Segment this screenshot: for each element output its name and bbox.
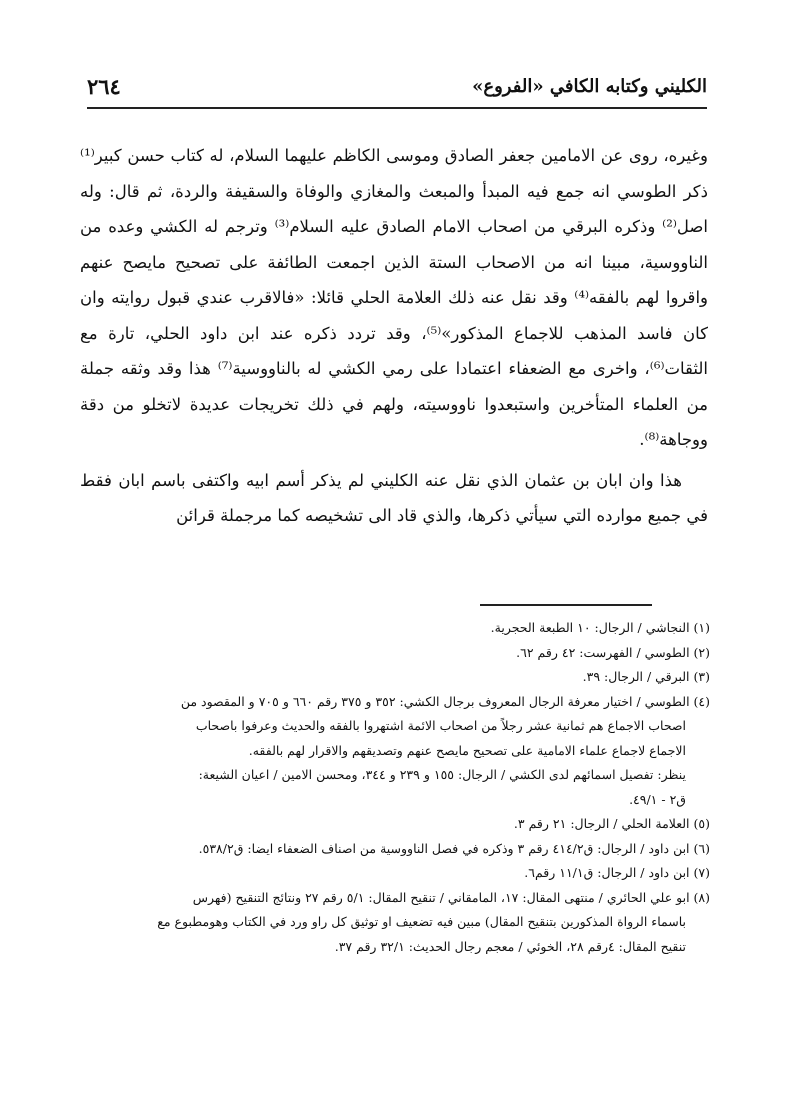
footnote-3: (٣) البرقي / الرجال: ٣٩. [582, 669, 710, 684]
footnote-5: (٥) العلامة الحلي / الرجال: ٢١ رقم ٣. [513, 816, 710, 831]
footnote-8-cont: تنقيح المقال: ٤رقم ٢٨، الخوئي / معجم رجال الحديث: ٣٢/١ رقم ٣٧. [334, 938, 686, 954]
footnote-4-cont: اصحاب الاجماع هم ثمانية عشر رجلاً من اصحاب الائمة اشتهروا بالفقه والحديث وعرفوا باصحاب [195, 718, 686, 733]
footnote-4: (٤) الطوسي / اختيار معرفة الرجال المعروف برجال الكشي: ٣٥٢ و ٣٧٥ رقم ٦٦٠ و ٧٠٥ و المقصود من [180, 693, 710, 709]
footnote-8: (٨) ابو علي الحائري / منتهى المقال: ١٧، المامقاني / تنقيح المقال: ٥/١ رقم ٢٧ ونتائج التنقيح (فهرس [192, 889, 710, 905]
footnotes [80, 616, 710, 959]
footnote-1: (١) النجاشي / الرجال: ١٠ الطبعة الحجرية. [490, 620, 710, 635]
footnote-4-ref: ينظر: تفصيل اسمائهم لدى الكشي / الرجال: ١٥٥ و ٢٣٩ و ٣٤٤، ومحسن الامين / اعيان الشيعة: [198, 767, 686, 782]
main-text [80, 138, 708, 534]
footnote-8-cont: باسماء الرواة المذكورين بتنقيح المقال) مبين فيه تضعيف او توثيق كل راو ورد في الكتاب وهومطبوع مع [157, 914, 686, 929]
paragraph-2: هذا وان ابان بن عثمان الذي نقل عنه الكليني لم يذكر أسم ابيه واكتفى باسم ابان فقط في جميع موارده التي سيأتي ذكرها، والذي قاد الى تشخيصه كما مرجملة قرائن [80, 470, 708, 525]
footnote-2: (٢) الطوسي / الفهرست: ٤٢ رقم ٦٢. [516, 644, 710, 660]
page-number: ٢٦٤ [87, 73, 121, 99]
footnote-separator [480, 604, 652, 606]
footnote-7: (٧) ابن داود / الرجال: ق١١/١ رقم٦. [524, 865, 710, 880]
footnote-4-cont: الاجماع لاجماع علماء الامامية على تصحيح مايصح عنهم وتصديقهم والاقرار لهم بالفقه. [248, 742, 686, 758]
header-rule [87, 107, 707, 109]
running-title: الكليني وكتابه الكافي «الفروع» [472, 75, 707, 97]
footnote-4-ref-cont: ق٢ - ٤٩/١. [629, 791, 686, 807]
paragraph-1: وغيره، روى عن الامامين جعفر الصادق وموسى الكاظم عليهما السلام، له كتاب حسن كبير⁽¹⁾ ذكر الطوسي انه جمع فيه المبدأ والمبعث والمغازي والوفاة والسقيفة والردة، ثم قال: وله اصل⁽²⁾ وذكره البرقي من اصحاب الامام الصادق عليه السلام⁽³⁾ وترجم له الكشي وعده من الناووسية، مبينا انه من الاصحاب الستة الذين اجمعت الطائفة على تصحيح مايصح عنهم واقروا لهم بالفقه⁽⁴⁾ وقد نقل عنه ذلك العلامة الحلي قائلا: «فالاقرب عندي قبول روايته وان كان فاسد المذهب للاجماع المذكور»⁽⁵⁾، وقد تردد ذكره عند ابن داود الحلي، تارة مع الثقات⁽⁶⁾، واخرى مع الضعفاء اعتمادا على رمي الكشي له بالناووسية⁽⁷⁾ هذا وقد وثقه جملة من العلماء المتأخرين واستبعدوا ناووسيته، ولهم في ذلك تخريجات عديدة لاتخلو من دقة ووجاهة⁽⁸⁾. [80, 146, 708, 449]
footnote-6: (٦) ابن داود / الرجال: ق٤١٤/٢ رقم ٣ وذكره في فصل الناووسية من اصناف الضعفاء ايضا: ق٥٣٨/٢. [198, 840, 710, 856]
page-header [87, 68, 707, 104]
